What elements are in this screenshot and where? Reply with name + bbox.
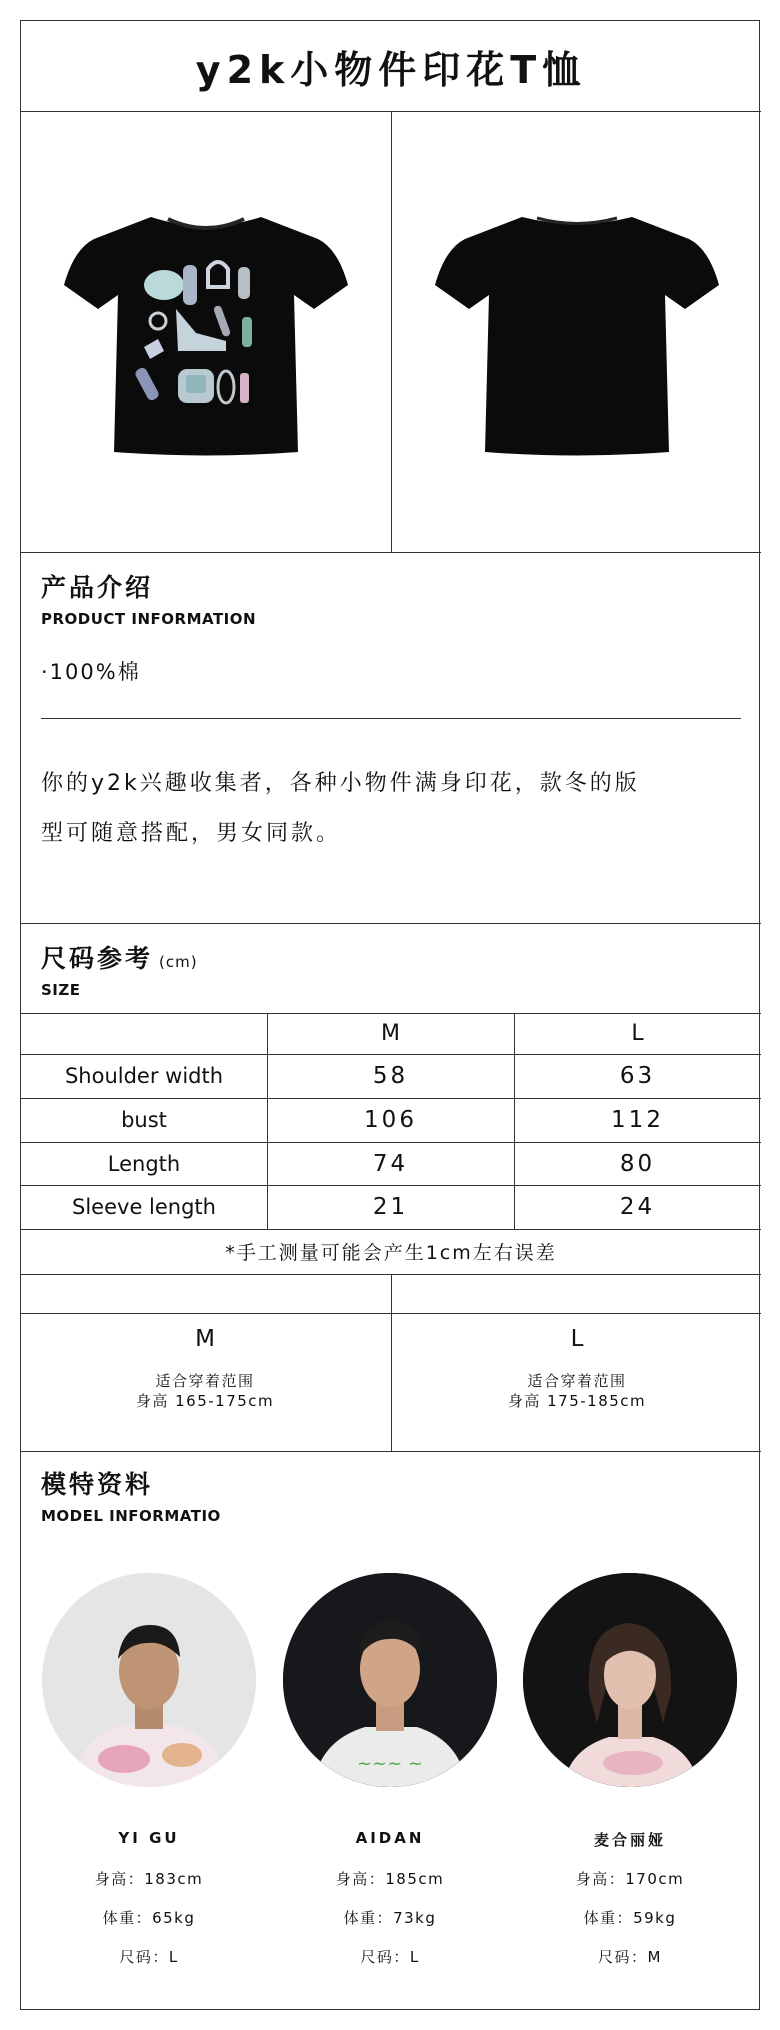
row-label: bust xyxy=(121,1108,167,1132)
product-info-subheading: PRODUCT INFORMATION xyxy=(41,610,257,628)
row-value-m: 21 xyxy=(372,1194,409,1220)
tshirt-back-image xyxy=(392,112,761,552)
fit-size-m: M xyxy=(195,1326,215,1352)
description-line: 型可随意搭配，男女同款。 xyxy=(41,821,342,846)
row-label: Sleeve length xyxy=(72,1195,216,1219)
page-title: y2k小物件印花T恤 xyxy=(195,47,587,92)
model-avatar xyxy=(283,1573,497,1787)
row-value-l: 24 xyxy=(619,1194,656,1220)
divider xyxy=(21,552,761,553)
tshirt-front-image xyxy=(21,112,391,552)
model-name: YI GU xyxy=(118,1829,180,1847)
fit-range-height: 身高 175-185cm xyxy=(507,1392,647,1410)
fit-range-height: 身高 165-175cm xyxy=(135,1392,275,1410)
size-heading xyxy=(41,939,198,975)
row-value-l: 112 xyxy=(611,1107,664,1133)
fit-range-label: 适合穿着范围 xyxy=(155,1372,255,1390)
divider xyxy=(21,923,761,924)
row-value-l: 80 xyxy=(619,1150,656,1177)
description-line: 你的y2k兴趣收集者，各种小物件满身印花，款冬的版 xyxy=(41,771,640,796)
divider xyxy=(391,1274,392,1451)
model-name: 麦合丽娅 xyxy=(593,1831,666,1849)
row-label: Shoulder width xyxy=(64,1064,224,1088)
svg-text:~~~ ~: ~~~ ~ xyxy=(356,1753,424,1774)
fit-range-label: 适合穿着范围 xyxy=(527,1372,627,1390)
row-value-m: 74 xyxy=(372,1150,409,1177)
divider xyxy=(41,718,741,719)
model-avatar xyxy=(42,1573,256,1787)
model-size: 尺码：L xyxy=(360,1948,420,1966)
model-weight: 体重：65kg xyxy=(102,1909,196,1927)
table-header-l: L xyxy=(631,1021,644,1046)
table-header-cell xyxy=(21,1013,267,1054)
model-subheading: MODEL INFORMATIO xyxy=(41,1507,221,1525)
model-name: AIDAN xyxy=(355,1829,425,1847)
row-value-m: 58 xyxy=(372,1063,409,1089)
page-frame xyxy=(20,20,760,2010)
size-heading-text: 尺码参考 xyxy=(41,944,154,973)
model-height: 身高：185cm xyxy=(335,1870,445,1888)
fit-size-l: L xyxy=(570,1326,584,1352)
model-avatar xyxy=(523,1573,737,1787)
model-heading: 模特资料 xyxy=(41,1470,154,1499)
table-header-m: M xyxy=(381,1021,400,1046)
model-weight: 体重：73kg xyxy=(343,1909,437,1927)
model-height: 身高：170cm xyxy=(575,1870,685,1888)
model-weight: 体重：59kg xyxy=(583,1909,677,1927)
product-info-heading: 产品介绍 xyxy=(41,573,154,602)
size-subheading: SIZE xyxy=(41,981,81,999)
row-label: Length xyxy=(107,1151,181,1176)
divider xyxy=(21,1313,761,1314)
row-value-l: 63 xyxy=(619,1063,656,1089)
model-size: 尺码：L xyxy=(119,1948,179,1966)
material-text: ·100%棉 xyxy=(41,660,141,684)
size-unit: (cm) xyxy=(159,953,198,971)
model-height: 身高：183cm xyxy=(94,1870,204,1888)
model-size: 尺码：M xyxy=(598,1948,662,1966)
measurement-note: *手工测量可能会产生1cm左右误差 xyxy=(225,1242,557,1264)
product-description xyxy=(41,759,731,859)
row-value-m: 106 xyxy=(364,1107,417,1133)
divider xyxy=(21,1451,761,1452)
